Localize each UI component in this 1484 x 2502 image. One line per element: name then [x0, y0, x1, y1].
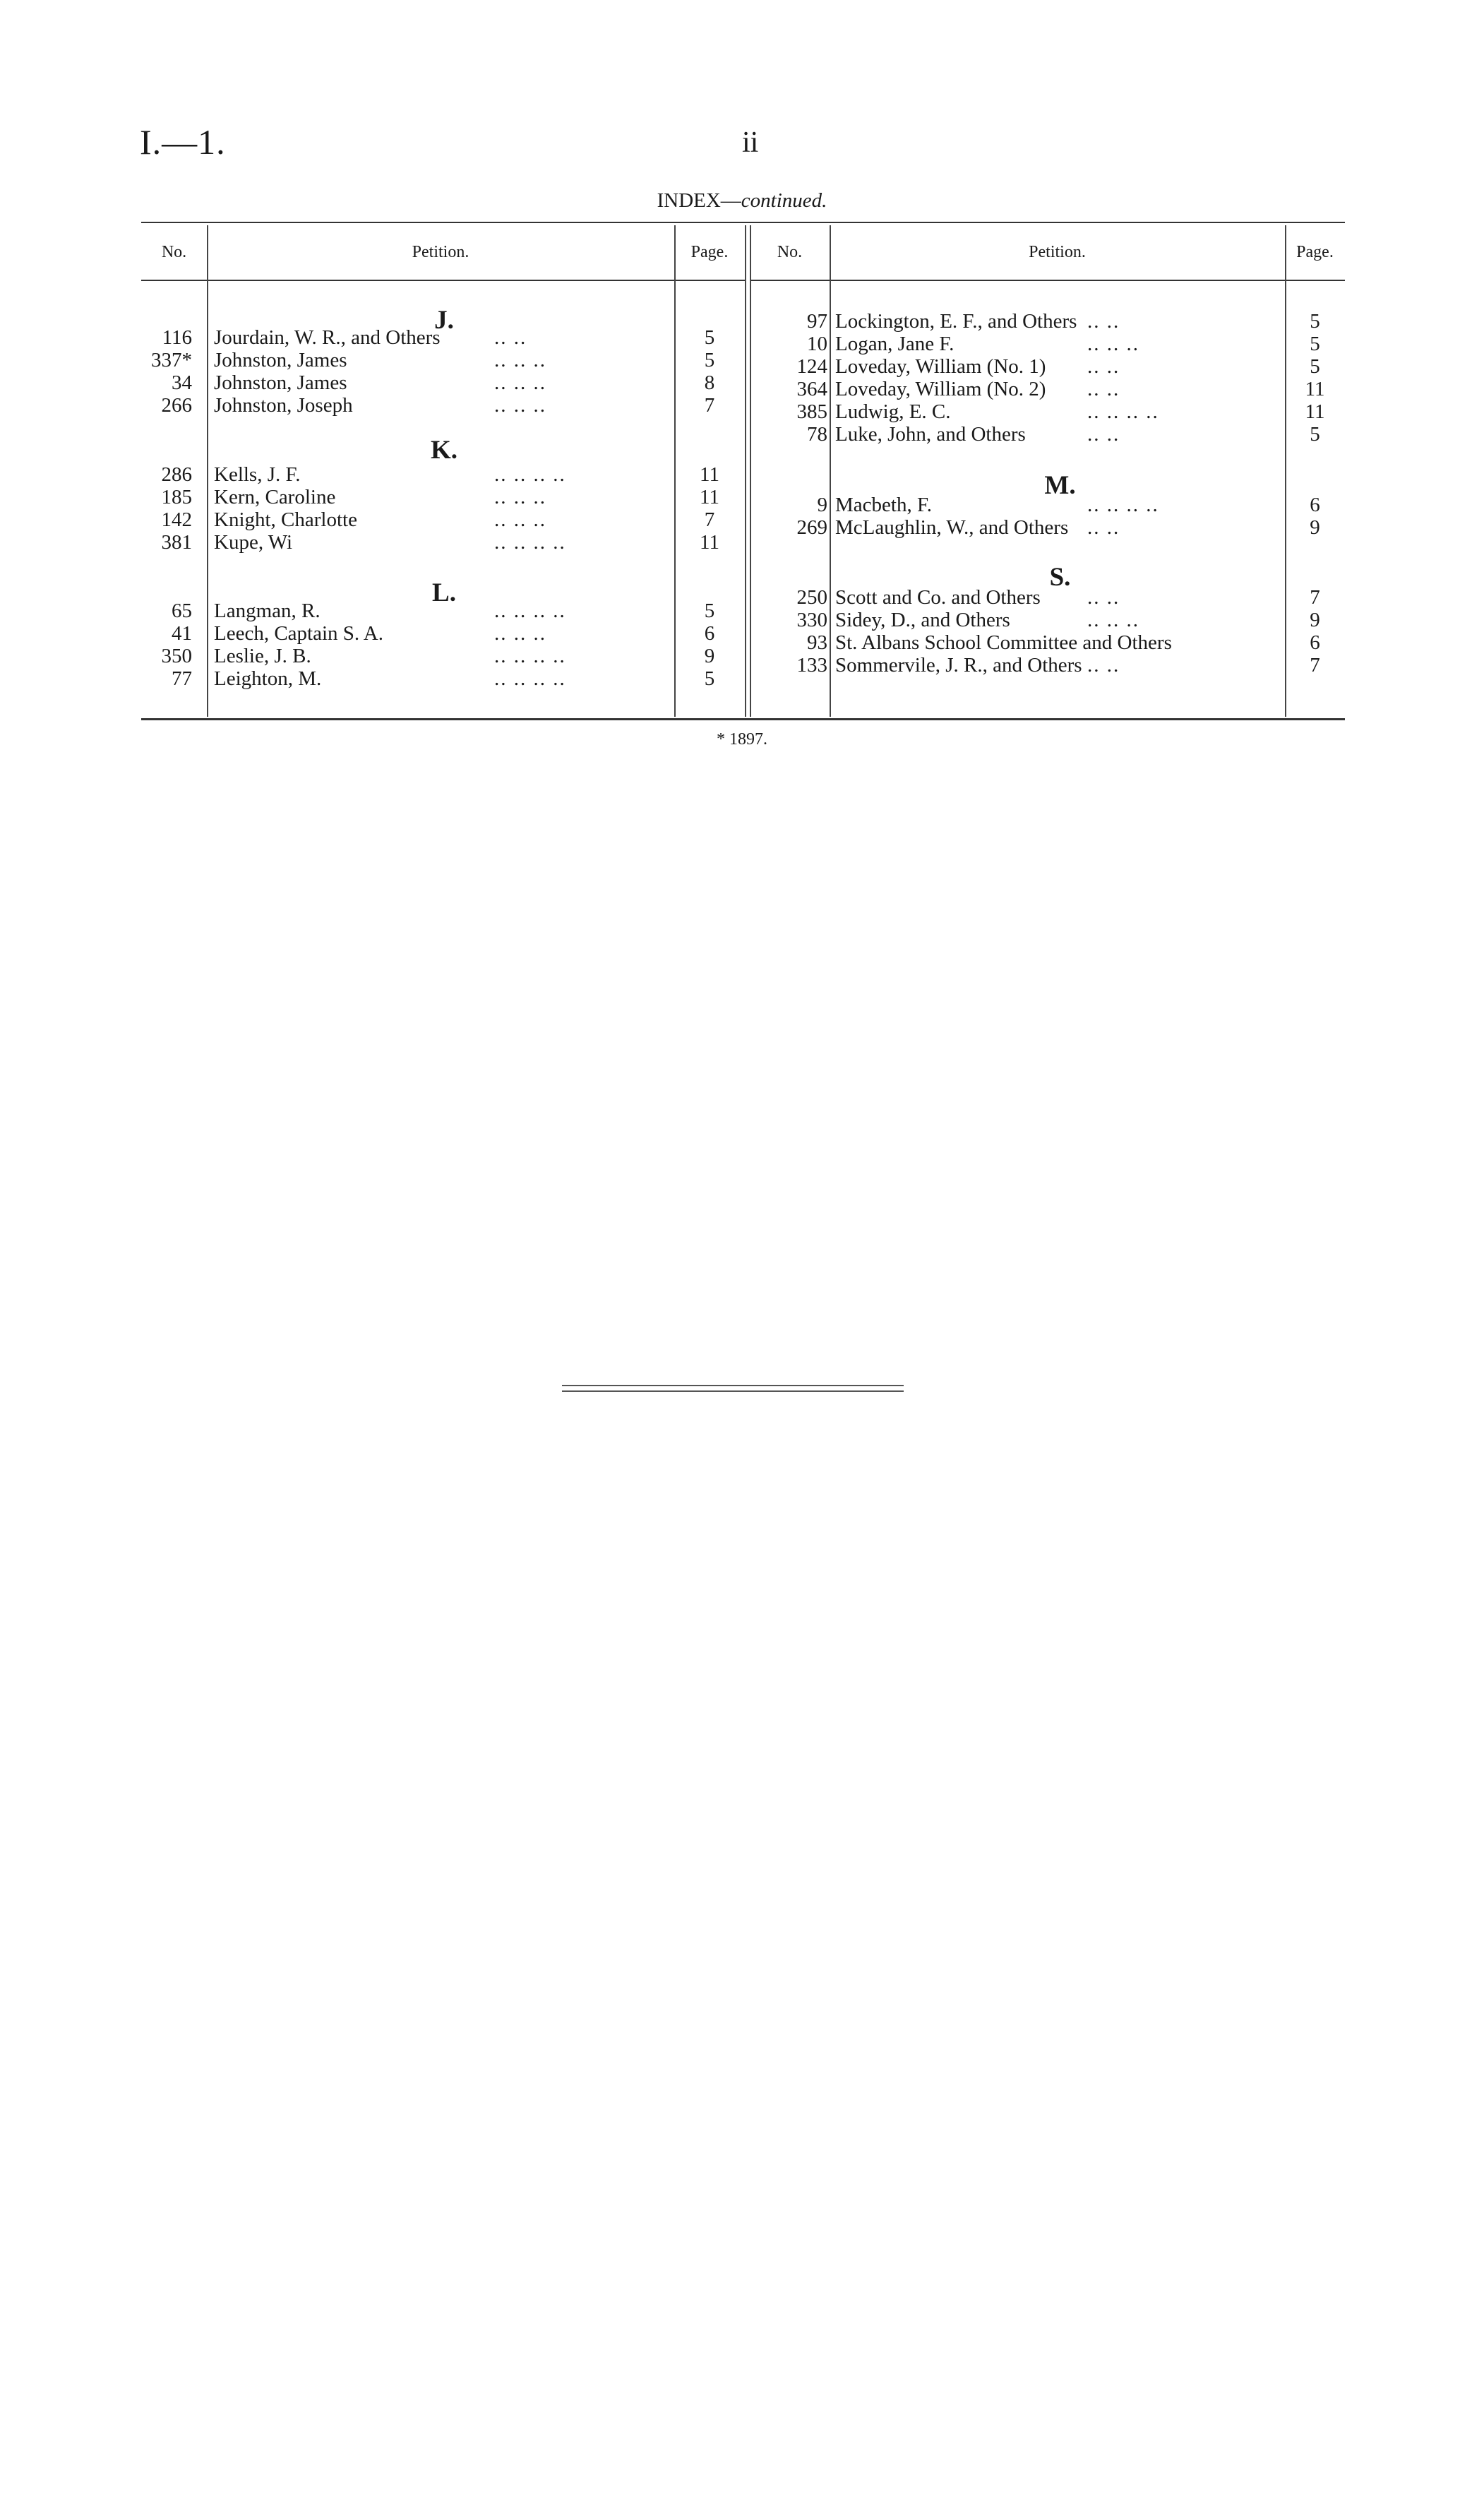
leader-dots: .. .. .. .. [1087, 494, 1159, 516]
petitioner-name: Loveday, William (No. 1) [835, 355, 1046, 378]
leader-dots: .. .. .. [494, 508, 546, 531]
petition-number: 116 [162, 326, 192, 349]
petitioner-name: St. Albans School Committee and Others [835, 631, 1172, 654]
petition-number: 41 [172, 622, 192, 645]
left-section-letter: L. [432, 578, 456, 607]
page-reference: 5 [1310, 333, 1320, 355]
right-section-letter: M. [1044, 471, 1076, 500]
petitioner-name: Loveday, William (No. 2) [835, 378, 1046, 400]
petition-number: 142 [161, 508, 192, 531]
petitioner-name: Kells, J. F. [214, 463, 301, 486]
leader-dots: .. .. .. .. [494, 600, 566, 622]
right-header-page: Page. [1296, 243, 1334, 261]
page-reference: 9 [1310, 609, 1320, 631]
page-reference: 11 [700, 486, 719, 508]
page-reference: 9 [704, 645, 715, 667]
leader-dots: .. .. [1087, 654, 1120, 677]
petitioner-name: Scott and Co. and Others [835, 586, 1041, 609]
petitioner-name: Ludwig, E. C. [835, 400, 951, 423]
leader-dots: .. .. .. [494, 349, 546, 371]
page-reference: 6 [704, 622, 715, 645]
petition-number: 78 [807, 423, 827, 446]
petition-number: 10 [807, 333, 827, 355]
page-reference: 9 [1310, 516, 1320, 539]
petition-number: 77 [172, 667, 192, 690]
right-header-no: No. [777, 243, 803, 261]
right-section-letter: S. [1049, 563, 1071, 592]
page-reference: 6 [1310, 494, 1320, 516]
page-reference: 11 [1305, 378, 1325, 400]
page-reference: 7 [704, 394, 715, 417]
document-reference: I.—1. [140, 122, 226, 162]
leader-dots: .. .. .. .. [494, 667, 566, 690]
page-reference: 7 [1310, 654, 1320, 677]
index-title-suffix: continued. [741, 189, 827, 212]
leader-dots: .. .. [1087, 586, 1120, 609]
page-reference: 5 [1310, 355, 1320, 378]
right-header-petition: Petition. [1029, 243, 1086, 261]
petition-number: 337* [151, 349, 192, 371]
petitioner-name: Johnston, James [214, 371, 347, 394]
petition-number: 266 [161, 394, 192, 417]
page-reference: 7 [704, 508, 715, 531]
petitioner-name: Logan, Jane F. [835, 333, 955, 355]
petition-number: 133 [796, 654, 827, 677]
footnote: * 1897. [717, 730, 767, 749]
petitioner-name: Sidey, D., and Others [835, 609, 1010, 631]
page-reference: 5 [704, 326, 715, 349]
petitioner-name: Johnston, Joseph [214, 394, 353, 417]
petition-number: 269 [796, 516, 827, 539]
petition-number: 350 [161, 645, 192, 667]
leader-dots: .. .. .. .. [1087, 400, 1159, 423]
petitioner-name: Knight, Charlotte [214, 508, 357, 531]
left-header-page: Page. [690, 243, 729, 261]
petitioner-name: Leslie, J. B. [214, 645, 311, 667]
petitioner-name: Kern, Caroline [214, 486, 336, 508]
page-reference: 11 [700, 531, 719, 554]
leader-dots: .. .. [1087, 355, 1120, 378]
petitioner-name: Leighton, M. [214, 667, 322, 690]
index-table [141, 222, 1345, 722]
leader-dots: .. .. .. .. [494, 645, 566, 667]
page-number: ii [742, 126, 759, 159]
leader-dots: .. .. [1087, 423, 1120, 446]
page-reference: 11 [1305, 400, 1325, 423]
petitioner-name: Sommervile, J. R., and Others [835, 654, 1082, 677]
left-header-petition: Petition. [412, 243, 469, 261]
petition-number: 364 [796, 378, 827, 400]
column-divider [830, 225, 831, 717]
page-reference: 5 [1310, 423, 1320, 446]
leader-dots: .. .. .. [1087, 609, 1139, 631]
page-reference: 11 [700, 463, 719, 486]
petitioner-name: Jourdain, W. R., and Others [214, 326, 441, 349]
petitioner-name: Leech, Captain S. A. [214, 622, 384, 645]
petitioner-name: Johnston, James [214, 349, 347, 371]
petition-number: 330 [796, 609, 827, 631]
page-reference: 5 [1310, 310, 1320, 333]
index-title-main: INDEX— [657, 189, 741, 212]
page-reference: 5 [704, 667, 715, 690]
leader-dots: .. .. [1087, 310, 1120, 333]
leader-dots: .. .. .. [494, 486, 546, 508]
page-reference: 7 [1310, 586, 1320, 609]
table-bottom-rule [141, 718, 1345, 720]
petitioner-name: Lockington, E. F., and Others [835, 310, 1077, 333]
closing-double-rule [562, 1385, 904, 1393]
left-section-letter: J. [434, 306, 454, 335]
petitioner-name: Kupe, Wi [214, 531, 293, 554]
page-reference: 5 [704, 349, 715, 371]
petitioner-name: Macbeth, F. [835, 494, 933, 516]
petition-number: 97 [807, 310, 827, 333]
petition-number: 286 [161, 463, 192, 486]
leader-dots: .. .. .. [1087, 333, 1139, 355]
index-title [0, 189, 1484, 213]
petitioner-name: Luke, John, and Others [835, 423, 1026, 446]
column-divider [745, 225, 746, 717]
table-top-rule [141, 222, 1345, 223]
right-header-rule [750, 280, 1345, 281]
leader-dots: .. .. .. [494, 371, 546, 394]
petition-number: 381 [161, 531, 192, 554]
left-header-no: No. [161, 243, 187, 261]
leader-dots: .. .. .. .. [494, 463, 566, 486]
page-reference: 8 [704, 371, 715, 394]
left-section-letter: K. [430, 436, 458, 465]
petition-number: 385 [796, 400, 827, 423]
petitioner-name: Langman, R. [214, 600, 321, 622]
page-reference: 6 [1310, 631, 1320, 654]
leader-dots: .. .. [1087, 516, 1120, 539]
leader-dots: .. .. [1087, 378, 1120, 400]
left-header-rule [141, 280, 745, 281]
petition-number: 93 [807, 631, 827, 654]
leader-dots: .. .. .. [494, 394, 546, 417]
petitioner-name: McLaughlin, W., and Others [835, 516, 1069, 539]
leader-dots: .. .. .. [494, 622, 546, 645]
petition-number: 185 [161, 486, 192, 508]
petition-number: 65 [172, 600, 192, 622]
petition-number: 34 [172, 371, 192, 394]
petition-number: 9 [817, 494, 827, 516]
leader-dots: .. .. .. .. [494, 531, 566, 554]
column-divider [750, 225, 751, 717]
page-reference: 5 [704, 600, 715, 622]
petition-number: 250 [796, 586, 827, 609]
leader-dots: .. .. [494, 326, 527, 349]
petition-number: 124 [796, 355, 827, 378]
column-divider [207, 225, 208, 717]
